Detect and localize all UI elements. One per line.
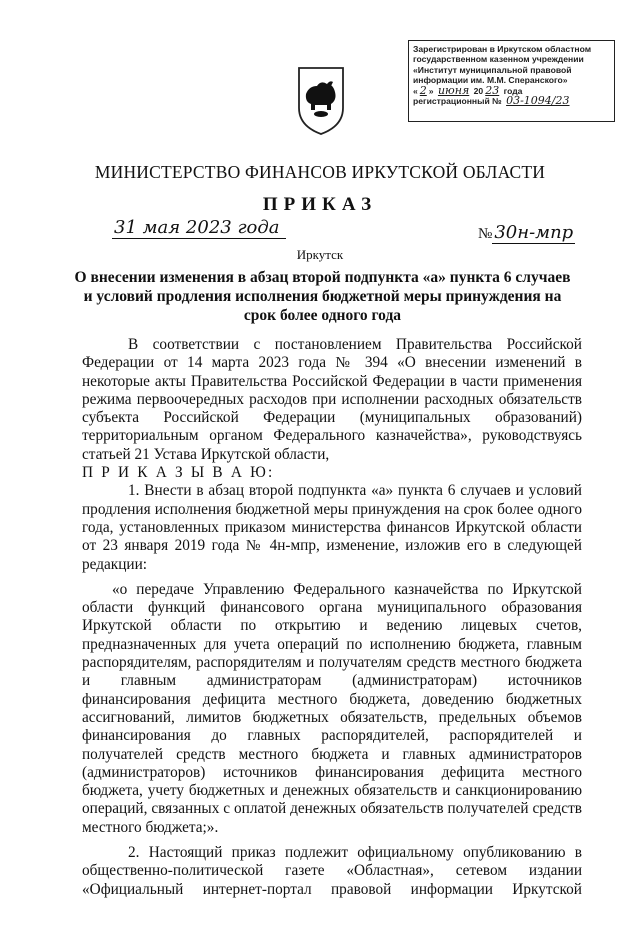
ministry-name: МИНИСТЕРСТВО ФИНАНСОВ ИРКУТСКОЙ ОБЛАСТИ: [94, 162, 546, 182]
stamp-line: «Институт муниципальной правовой: [413, 64, 572, 75]
intro-line: территориальным органом Федерального казначейства», руководствуясь: [82, 427, 582, 445]
prikazyvayu-heading: П Р И К А З Ы В А Ю:: [82, 464, 275, 482]
registration-stamp: [408, 40, 615, 122]
order-subject: [70, 268, 575, 325]
subject-line: и условий продления исполнения бюджетной меры принуждения на: [83, 288, 562, 305]
item1-line: года, установленных приказом министерства финансов Иркутской области: [82, 518, 582, 536]
item2-line: «Официальный интернет-портал правовой информации Иркутской: [82, 880, 582, 898]
stamp-date-day: 2: [419, 85, 427, 97]
intro-line: субъекта Российской Федерации (муниципальных образований): [82, 409, 582, 427]
stamp-date-open-quote: «: [413, 85, 418, 96]
order-number: [478, 222, 575, 243]
stamp-reg-number: 03-1094/23: [506, 96, 570, 107]
stamp-date-line: [413, 86, 610, 96]
quote-line: бюджета, учету бюджетных и денежных обязательств и санкционированию: [82, 782, 582, 800]
order-number-prefix: №: [478, 226, 493, 242]
item1-line: редакции:: [82, 555, 148, 573]
item2-line: 2. Настоящий приказ подлежит официальному опубликованию в: [128, 844, 582, 862]
quote-line: (администраторов) источников финансирования дефицита местного: [82, 763, 582, 781]
item1-line: от 23 января 2019 года № 4н-мпр, изменение, изложив его в следующей: [82, 537, 582, 555]
quote-line: предназначенных для учета операций по исполнению бюджета, главным: [82, 635, 582, 653]
stamp-reg-line: [413, 96, 610, 106]
stamp-reg-label: регистрационный №: [413, 96, 502, 107]
stamp-date-month: июня: [437, 85, 470, 97]
intro-line: статьей 21 Устава Иркутской области,: [82, 445, 330, 463]
intro-line: некоторые акты Правительства Российской Федерации в части применения: [82, 372, 582, 390]
subject-line: срок более одного года: [243, 307, 402, 324]
stamp-date-year-word: года: [503, 85, 523, 96]
order-date: 31 мая 2023 года: [112, 217, 286, 239]
intro-line: Федерации от 14 марта 2023 года № 394 «О внесении изменений в: [82, 354, 582, 372]
city: Иркутск: [296, 247, 344, 262]
quote-line: получателей средств местного бюджета и главных администраторов: [82, 745, 582, 763]
intro-line: В соответствии с постановлением Правительства Российской: [128, 336, 582, 353]
stamp-line: государственном казенном учреждении: [413, 54, 584, 65]
quote-line: области функций финансового органа муниципального образования: [82, 599, 582, 617]
stamp-date-close-quote: »: [428, 85, 434, 96]
quote-line: «о передаче Управлению Федерального казначейства по Иркутской: [112, 580, 582, 598]
item1-line: продления исполнения бюджетной меры принуждения на срок более одного: [82, 500, 582, 518]
stamp-date-year-suffix: 23: [485, 85, 500, 97]
quote-line: ассигнований, лимитов бюджетных обязательств, предельных объемов: [82, 708, 582, 726]
order-number-value: 30н-мпр: [494, 222, 574, 243]
item1-line: 1. Внести в абзац второй подпункта «а» пункта 6 случаев и условий: [128, 482, 582, 500]
quote-line: и главным администраторам (администраторам) источников: [82, 672, 582, 690]
stamp-line: информации им. М.М. Сперанского»: [413, 75, 568, 86]
coat-of-arms-icon: [297, 64, 345, 136]
quote-line: операций, связанных с оплатой денежных обязательств получателей средств: [82, 800, 582, 818]
quote-line: Иркутской области по открытию и ведению лицевых счетов,: [82, 617, 582, 635]
item2-line: общественно-политической газете «Областная», сетевом издании: [82, 862, 582, 880]
quote-line: местного бюджета;».: [82, 818, 219, 836]
quote-line: финансирования дефицита местного бюджета, доведению бюджетных: [82, 690, 582, 708]
stamp-date-year-prefix: 20: [473, 85, 484, 96]
stamp-line: Зарегистрирован в Иркутском областном: [413, 44, 592, 54]
order-body: [82, 336, 582, 899]
order-title: ПРИКАЗ: [262, 194, 378, 215]
quote-line: финансирования до главных распорядителей, распорядителей и: [82, 727, 582, 745]
intro-line: режима первоочередных расходов при исполнении расходных обязательств: [82, 390, 582, 408]
quote-line: распорядителям, распорядителям и получателям средств местного бюджета: [82, 654, 582, 672]
subject-line: О внесении изменения в абзац второй подпункта «а» пункта 6 случаев: [74, 269, 571, 286]
